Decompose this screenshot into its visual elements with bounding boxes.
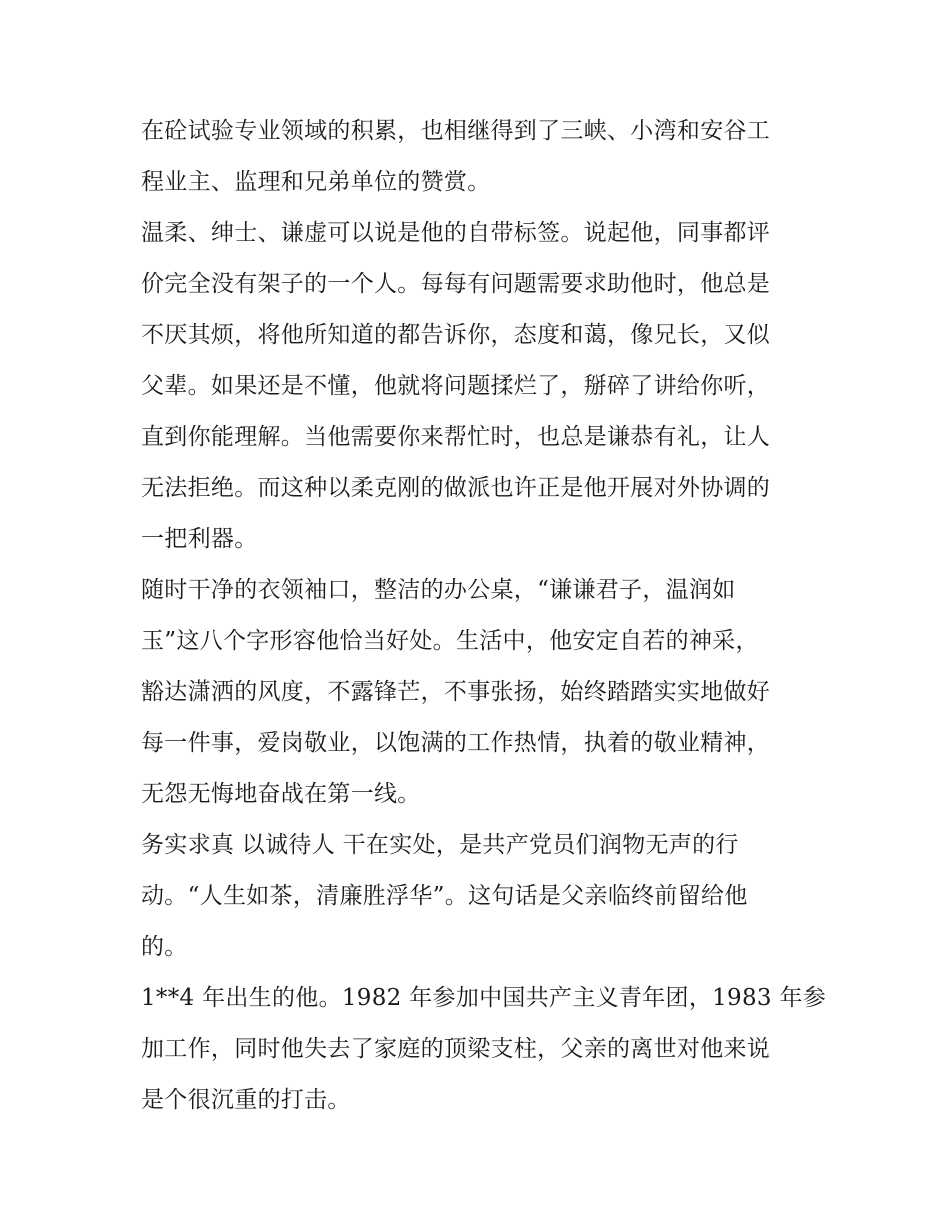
text-line: 程业主、监理和兄弟单位的赞赏。 <box>141 169 491 195</box>
text-line: 加工作，同时他失去了家庭的顶梁支柱，父亲的离世对他来说 <box>141 1036 771 1062</box>
text-line: 无怨无悔地奋战在第一线。 <box>141 781 421 807</box>
text-line: 价完全没有架子的一个人。每每有问题需要求助他时，他总是 <box>141 271 771 297</box>
text-line: 一把利器。 <box>141 526 258 552</box>
text-line: 玉”这八个字形容他恰当好处。生活中，他安定自若的神采， <box>141 628 759 654</box>
text-line: 1**4 年出生的他。1982 年参加中国共产主义青年团，1983 年参 <box>141 985 827 1011</box>
document-body <box>141 106 827 1126</box>
text-line: 每一件事，爱岗敬业，以饱满的工作热情，执着的敬业精神， <box>141 730 771 756</box>
text-line: 无法拒绝。而这种以柔克刚的做派也许正是他开展对外协调的 <box>141 475 771 501</box>
text-line: 豁达潇洒的风度，不露锋芒，不事张扬，始终踏踏实实地做好 <box>141 679 771 705</box>
text-line: 务实求真 以诚待人 干在实处，是共产党员们润物无声的行 <box>141 832 739 858</box>
text-line: 直到你能理解。当他需要你来帮忙时，也总是谦恭有礼，让人 <box>141 424 771 450</box>
text-line: 的。 <box>141 934 188 960</box>
text-line: 动。“人生如茶，清廉胜浮华”。这句话是父亲临终前留给他 <box>141 883 748 909</box>
text-line: 在砼试验专业领域的积累，也相继得到了三峡、小湾和安谷工 <box>141 118 771 144</box>
text-line: 父辈。如果还是不懂，他就将问题揉烂了，掰碎了讲给你听， <box>141 373 771 399</box>
text-line: 温柔、绅士、谦虚可以说是他的自带标签。说起他，同事都评 <box>141 220 771 246</box>
text-line: 是个很沉重的打击。 <box>141 1087 351 1113</box>
text-line: 不厌其烦，将他所知道的都告诉你，态度和蔼，像兄长，又似 <box>141 322 771 348</box>
text-line: 随时干净的衣领袖口，整洁的办公桌，“谦谦君子，温润如 <box>141 577 736 603</box>
